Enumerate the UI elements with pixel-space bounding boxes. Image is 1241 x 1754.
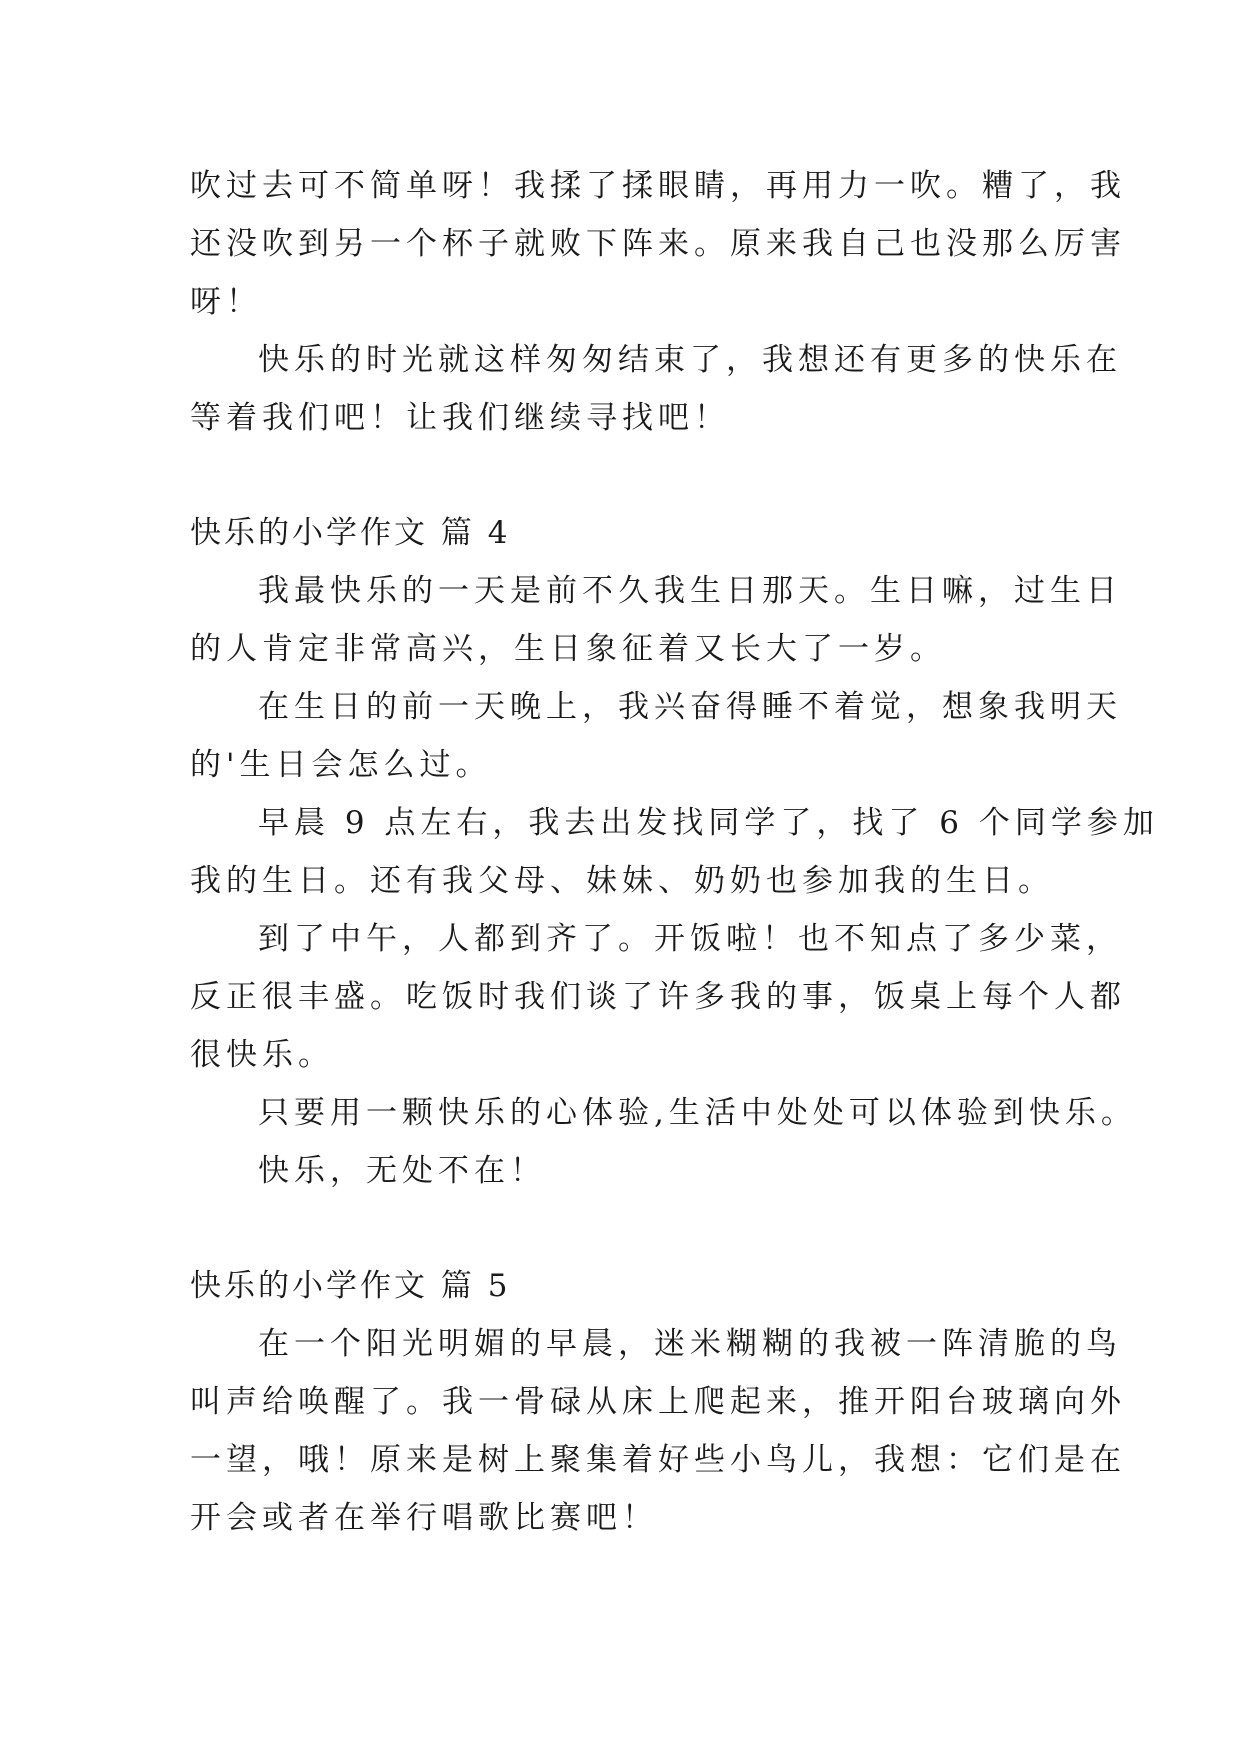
- text-line: 我的生日。还有我父母、妹妹、奶奶也参加我的生日。: [190, 863, 1054, 899]
- section-heading: 快乐的小学作文 篇 4: [190, 515, 511, 551]
- text-line: 开会或者在举行唱歌比赛吧！: [190, 1500, 658, 1536]
- text-line: 很快乐。: [190, 1037, 334, 1073]
- text-line: 在生日的前一天晚上，我兴奋得睡不着觉，想象我明天: [258, 689, 1122, 725]
- text-line: 到了中午，人都到齐了。开饭啦！也不知点了多少菜，: [258, 921, 1122, 957]
- text-line: 早晨 9 点左右，我去出发找同学了，找了 6 个同学参加: [258, 805, 1159, 841]
- text-line: 反正很丰盛。吃饭时我们谈了许多我的事，饭桌上每个人都: [190, 979, 1126, 1015]
- text-line: 吹过去可不简单呀！我揉了揉眼睛，再用力一吹。糟了，我: [190, 168, 1126, 204]
- text-line: 快乐，无处不在！: [258, 1153, 546, 1189]
- text-line: 的人肯定非常高兴，生日象征着又长大了一岁。: [190, 631, 946, 667]
- text-line: 在一个阳光明媚的早晨，迷米糊糊的我被一阵清脆的鸟: [258, 1326, 1122, 1362]
- text-line: 还没吹到另一个杯子就败下阵来。原来我自己也没那么厉害: [190, 226, 1126, 262]
- text-line: 呀！: [190, 284, 262, 320]
- text-line: 我最快乐的一天是前不久我生日那天。生日嘛，过生日: [258, 573, 1122, 609]
- text-line: 等着我们吧！让我们继续寻找吧！: [190, 400, 730, 436]
- text-line: 只要用一颗快乐的心体验,生活中处处可以体验到快乐。: [258, 1095, 1137, 1131]
- text-line: 叫声给唤醒了。我一骨碌从床上爬起来，推开阳台玻璃向外: [190, 1384, 1126, 1420]
- text-line: 一望，哦！原来是树上聚集着好些小鸟儿，我想：它们是在: [190, 1442, 1126, 1478]
- text-line: 快乐的时光就这样匆匆结束了，我想还有更多的快乐在: [258, 342, 1122, 378]
- section-heading: 快乐的小学作文 篇 5: [190, 1268, 511, 1304]
- text-line: 的'生日会怎么过。: [190, 747, 492, 783]
